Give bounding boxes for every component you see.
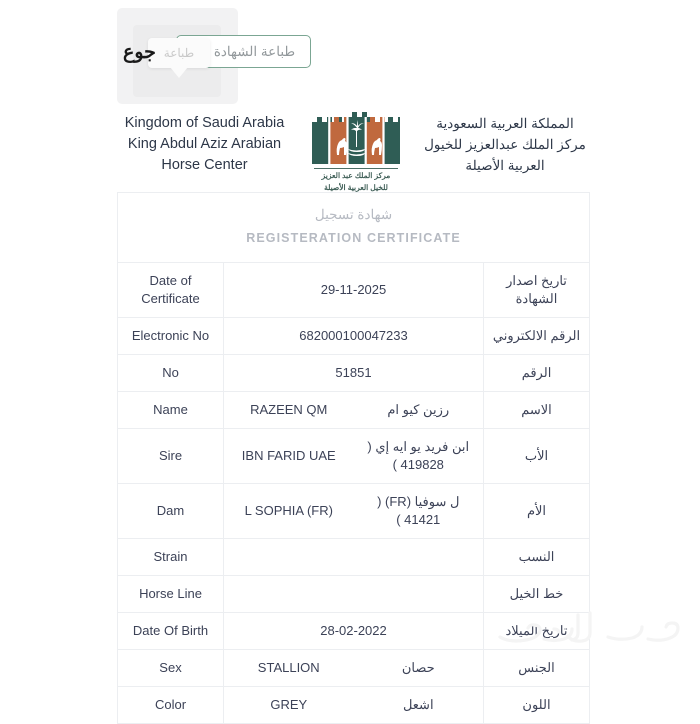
row-value	[224, 539, 354, 576]
logo-caption-arabic-line2: للخيل العربية الأصيلة	[324, 182, 388, 192]
logo-divider	[314, 168, 398, 169]
table-row	[118, 318, 589, 355]
row-value: 682000100047233	[224, 318, 484, 355]
row-value: L SOPHIA (FR)	[224, 484, 354, 539]
table-row	[118, 263, 589, 318]
background-arabic-text: جوع	[123, 42, 156, 63]
row-arabic-label: النسب	[484, 539, 590, 576]
row-arabic-label: تاريخ الميلاد	[484, 613, 590, 650]
row-arabic-label: الأم	[484, 484, 590, 539]
header-arabic-line2: مركز الملك عبدالعزيز للخيول العربية الأصيلة	[424, 137, 586, 173]
row-english-label: Color	[118, 687, 224, 724]
header-english-block	[117, 106, 292, 176]
row-arabic-value: اشعل	[354, 687, 484, 724]
row-value: RAZEEN QM	[224, 392, 354, 429]
logo-caption-arabic-line1: مركز الملك عبد العزيز	[321, 171, 391, 180]
certificate-header	[117, 106, 590, 190]
row-arabic-value: رزين كيو ام	[354, 392, 484, 429]
certificate-title-arabic: شهادة تسجيل	[314, 207, 393, 222]
table-row	[118, 429, 589, 484]
table-row	[118, 355, 589, 392]
row-value: IBN FARID UAE	[224, 429, 354, 484]
row-arabic-label: خط الخيل	[484, 576, 590, 613]
row-english-label: Date Of Birth	[118, 613, 224, 650]
table-row	[118, 484, 589, 539]
certificate-title	[118, 193, 589, 263]
row-english-label: Horse Line	[118, 576, 224, 613]
print-certificate-button-label: طباعة الشهادة	[213, 43, 296, 59]
row-english-label: Date of Certificate	[118, 263, 224, 318]
table-row	[118, 687, 589, 724]
row-value: GREY	[224, 687, 354, 724]
row-value: STALLION	[224, 650, 354, 687]
table-row	[118, 539, 589, 576]
row-english-label: Sire	[118, 429, 224, 484]
row-english-label: No	[118, 355, 224, 392]
row-arabic-value: حصان	[354, 650, 484, 687]
row-value: 29-11-2025	[224, 263, 484, 318]
row-english-label: Strain	[118, 539, 224, 576]
registration-certificate-card	[117, 192, 590, 724]
print-tooltip	[148, 38, 210, 68]
row-arabic-label: اللون	[484, 687, 590, 724]
row-arabic-value: ابن فريد يو ايه إي ( 419828 )	[354, 429, 484, 484]
row-arabic-label: الرقم	[484, 355, 590, 392]
logo-mark-icon	[310, 108, 402, 166]
row-arabic-label: الاسم	[484, 392, 590, 429]
row-arabic-label: الأب	[484, 429, 590, 484]
table-row	[118, 392, 589, 429]
row-value	[224, 576, 354, 613]
row-english-label: Name	[118, 392, 224, 429]
table-row	[118, 576, 589, 613]
row-arabic-label: تاريخ اصدار الشهادة	[506, 273, 567, 306]
header-arabic-line1: المملكة العربية السعودية	[436, 116, 574, 131]
header-english-line2: King Abdul Aziz Arabian Horse Center	[127, 136, 282, 173]
toolbar-zone	[0, 0, 700, 110]
print-tooltip-text: طباعة	[163, 46, 195, 60]
row-arabic-value	[354, 539, 484, 576]
row-value: 28-02-2022	[224, 613, 484, 650]
row-value: 51851	[224, 355, 484, 392]
row-arabic-label: الجنس	[484, 650, 590, 687]
row-arabic-label: الرقم الالكتروني	[484, 318, 590, 355]
row-arabic-value: ل سوفيا (FR) ( 41421 )	[354, 484, 484, 539]
table-row	[118, 613, 589, 650]
table-row	[118, 650, 589, 687]
certificate-title-english: REGISTERATION CERTIFICATE	[246, 231, 461, 245]
header-arabic-block	[420, 106, 590, 176]
row-arabic-value	[354, 576, 484, 613]
row-english-label: Electronic No	[118, 318, 224, 355]
header-english-line1: Kingdom of Saudi Arabia	[124, 115, 285, 131]
row-english-label: Sex	[118, 650, 224, 687]
certificate-details-table	[118, 263, 589, 723]
row-english-label: Dam	[118, 484, 224, 539]
center-logo	[306, 106, 406, 200]
